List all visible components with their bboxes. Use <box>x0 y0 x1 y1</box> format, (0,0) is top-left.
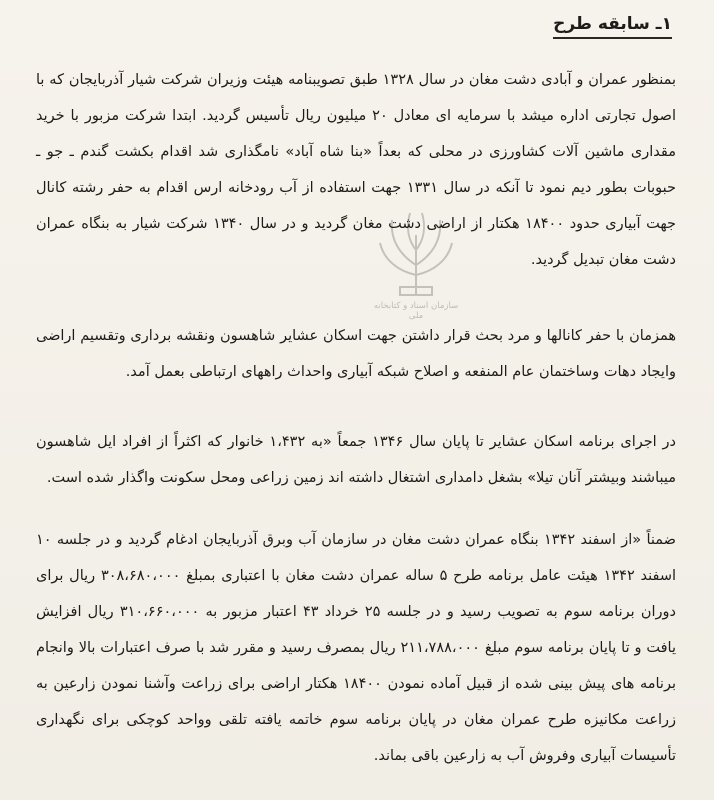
watermark-caption: سازمان اسناد و کتابخانه ملی <box>373 301 459 321</box>
paragraph-4: ضمناً «از اسفند ۱۳۴۲ بنگاه عمران دشت مغان در سازمان آب وبرق آذربایجان ادغام گردید و در جلسه ۱۰ اسفند ۱۳۴۲ هیئت عامل برنامه طرح ۵ ساله عمران دشت مغان با اعتباری بمبلغ ۳۰۸،۶۸۰،۰۰۰ ریال برای دوران برنامه سوم به تصویب رسید و در جلسه ۲۵ خرداد ۴۳ اعتبار مزبور به ۳۱۰،۶۶۰،۰۰۰ ریال افزایش یافت و تا پایان برنامه سوم مبلغ ۲۱۱،۷۸۸،۰۰۰ ریال بمصرف رسید و مقرر شد با صرف اعتبارات بالا وانجام برنامه های پیش بینی شده از قبیل آماده نمودن ۱۸۴۰۰ هکتار اراضی برای زراعت وآشنا نمودن زارعین به زراعت مکانیزه طرح عمران مغان در پایان برنامه سوم خاتمه یافته تلقی وواحد کوچکی برای نگهداری تأسیسات آبیاری وفروش آب به زارعین باقی بماند. <box>36 532 677 764</box>
section-heading: ۱ـ سابقه طرح <box>553 14 672 39</box>
paragraph-1: بمنظور عمران و آبادی دشت مغان در سال ۱۳۲۸ طبق تصویبنامه هیئت وزیران شرکت شیار آذربایجان که با اصول تجارتی اداره میشد با سرمایه ای معادل ۲۰ میلیون ریال تأسیس گردید. ابتدا شرکت مزبور با خرید مقداری ماشین آلات کشاورزی در محلی که بعداً «بنا شاه آباد» نامگذاری شد اقدام بکشت گندم ـ جو ـ حبوبات بطور دیم نمود تا آنکه در سال ۱۳۳۱ جهت استفاده از آب رودخانه ارس اقدام به حفر رشته کانال جهت آبیاری حدود ۱۸۴۰۰ هکتار از اراضی دشت مغان گردید و در سال ۱۳۴۰ شرکت شیار به بنگاه عمران دشت مغان تبدیل گردید. <box>36 72 676 268</box>
paragraph-3: در اجرای برنامه اسکان عشایر تا پایان سال ۱۳۴۶ جمعاً «به ۱،۴۳۲ خانوار که اکثراً از افراد ایل شاهسون میباشند وبیشتر آنان تیلا» بشغل دامداری اشتغال داشته اند زمین زراعی ومحل سکونت واگذار شده است. <box>36 434 676 486</box>
paragraph-2: همزمان با حفر کانالها و مرد بحث قرار داشتن جهت اسکان عشایر شاهسون ونقشه برداری وتقسیم اراضی وایجاد دهات وساختمان عام المنفعه و اصلاح شبکه آبیاری واحداث راههای ارتباطی بعمل آمد. <box>36 328 676 380</box>
